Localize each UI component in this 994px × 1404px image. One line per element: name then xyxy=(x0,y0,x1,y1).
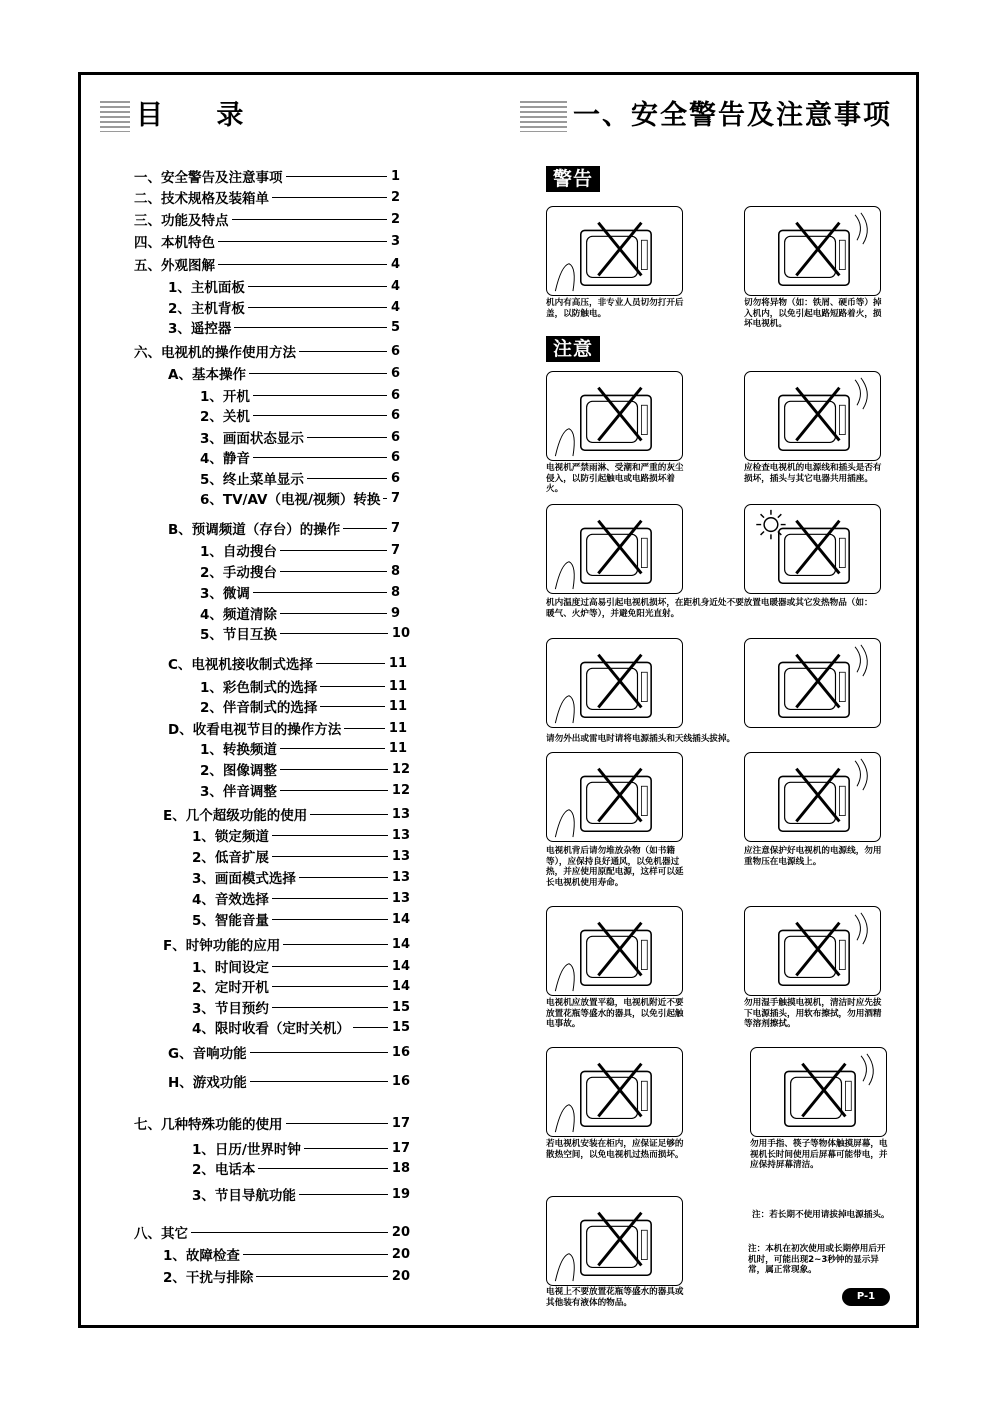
toc-entry xyxy=(168,317,400,337)
toc-entry-label: 1、开机 xyxy=(200,389,250,405)
toc-leader-line xyxy=(253,457,387,458)
toc-entry-page: 14 xyxy=(391,911,410,927)
toc-entry-page: 6 xyxy=(390,470,400,486)
toc-leader-line xyxy=(304,1148,388,1149)
toc-entry-page: 6 xyxy=(390,387,400,403)
toc-entry xyxy=(192,1138,410,1158)
hand-icon xyxy=(555,1254,574,1281)
toc-entry-label: H、游戏功能 xyxy=(168,1075,247,1091)
safety-caption: 应注意保护好电视机的电源线，勿用重物压在电源线上。 xyxy=(744,846,882,867)
toc-entry-page: 17 xyxy=(391,1140,410,1156)
toc-entry xyxy=(163,1244,410,1264)
toc-entry-page: 13 xyxy=(391,848,410,864)
toc-entry-label: 3、画面模式选择 xyxy=(192,871,296,887)
toc-entry-page: 8 xyxy=(390,563,400,579)
toc-entry-page: 2 xyxy=(390,189,400,205)
toc-entry-page: 13 xyxy=(391,890,410,906)
toc-entry-label: A、基本操作 xyxy=(168,367,246,383)
toc-entry-page: 15 xyxy=(391,999,410,1015)
toc-entry-label: 2、低音扩展 xyxy=(192,850,269,866)
toc-entry xyxy=(134,187,400,207)
toc-leader-line xyxy=(232,219,387,220)
toc-entry-page: 1 xyxy=(390,168,400,184)
toc-entry-page: 14 xyxy=(391,978,410,994)
toc-entry-page: 18 xyxy=(391,1160,410,1176)
toc-entry xyxy=(134,209,400,229)
safety-caption: 请勿外出或雷电时请将电源插头和天线插头拔掉。 xyxy=(546,734,736,744)
toc-entry xyxy=(192,867,410,887)
toc-leader-line xyxy=(353,1027,388,1028)
toc-leader-line xyxy=(248,286,387,287)
toc-entry-label: 1、转换频道 xyxy=(200,742,277,758)
toc-entry-label: 1、日历/世界时钟 xyxy=(192,1142,301,1158)
toc-leader-line xyxy=(283,944,388,945)
toc-leader-line xyxy=(272,966,388,967)
toc-entry xyxy=(200,696,407,716)
toc-entry-label: 4、音效选择 xyxy=(192,892,269,908)
section-title: 一、安全警告及注意事项 xyxy=(567,98,898,134)
toc-entry-label: 五、外观图解 xyxy=(134,258,215,274)
safety-caption: 若电视机安装在柜内，应保证足够的散热空间，以免电视机过热而损坏。 xyxy=(546,1139,684,1160)
toc-entry-label: 5、终止菜单显示 xyxy=(200,472,304,488)
toc-leader-line xyxy=(250,1052,388,1053)
safety-illustration-panel xyxy=(546,1196,683,1286)
toc-entry-page: 12 xyxy=(391,761,410,777)
toc-entry-page: 20 xyxy=(391,1268,410,1284)
toc-entry-page: 7 xyxy=(390,520,400,536)
toc-entry xyxy=(134,254,400,274)
toc-entry xyxy=(192,825,410,845)
toc-leader-line xyxy=(218,241,387,242)
toc-leader-line xyxy=(280,748,385,749)
toc-entry xyxy=(168,276,400,296)
toc-entry xyxy=(200,623,410,643)
toc-entry xyxy=(200,780,410,800)
toc-leader-line xyxy=(272,898,388,899)
hand-icon xyxy=(555,429,574,456)
toc-leader-line xyxy=(299,351,387,352)
toc-leader-line xyxy=(243,1254,388,1255)
toc-entry xyxy=(163,1266,410,1286)
toc-entry-label: 5、节目互换 xyxy=(200,627,277,643)
safety-illustration-panel xyxy=(546,504,683,594)
tv-crossed-icon xyxy=(745,207,880,295)
toc-entry-page: 6 xyxy=(390,343,400,359)
toc-entry-page: 4 xyxy=(390,256,400,272)
toc-entry-page: 15 xyxy=(391,1019,410,1035)
toc-entry xyxy=(200,759,410,779)
toc-entry-label: 2、干扰与排除 xyxy=(163,1270,254,1286)
toc-entry-page: 6 xyxy=(390,365,400,381)
warning-badge: 警告 xyxy=(546,166,600,192)
toc-title: 目 录 xyxy=(130,98,271,134)
toc-entry xyxy=(192,909,410,929)
hand-icon xyxy=(555,696,574,723)
tv-crossed-icon xyxy=(745,907,880,995)
toc-entry-label: 2、关机 xyxy=(200,409,250,425)
toc-leader-line xyxy=(343,528,387,529)
toc-entry-page: 6 xyxy=(390,407,400,423)
toc-leader-line xyxy=(299,1194,388,1195)
safety-illustration-panel xyxy=(750,1047,887,1137)
hand-icon xyxy=(555,264,574,291)
toc-entry xyxy=(168,653,407,673)
toc-leader-line xyxy=(307,437,387,438)
toc-leader-line xyxy=(299,877,388,878)
toc-entry-page: 20 xyxy=(391,1246,410,1262)
toc-leader-line xyxy=(218,264,387,265)
toc-entry-label: 4、静音 xyxy=(200,451,250,467)
hand-icon xyxy=(555,1105,574,1132)
safety-illustration-panel xyxy=(546,206,683,296)
toc-entry-page: 11 xyxy=(388,698,407,714)
toc-entry xyxy=(192,1184,410,1204)
toc-entry-label: 1、故障检查 xyxy=(163,1248,240,1264)
toc-entry-label: 1、彩色制式的选择 xyxy=(200,680,318,696)
safety-caption: 电视上不要放置花瓶等盛水的器具或其他装有液体的物品。 xyxy=(546,1287,684,1308)
toc-entry-label: 八、其它 xyxy=(134,1226,188,1242)
sun-icon xyxy=(756,510,785,539)
toc-entry-page: 8 xyxy=(390,584,400,600)
toc-entry-page: 14 xyxy=(391,936,410,952)
toc-entry xyxy=(134,166,400,186)
toc-leader-line xyxy=(272,919,388,920)
toc-leader-line xyxy=(280,790,388,791)
toc-leader-line xyxy=(344,728,385,729)
toc-entry-label: 四、本机特色 xyxy=(134,235,215,251)
safety-illustration-panel xyxy=(744,206,881,296)
toc-entry-label: 1、自动搜台 xyxy=(200,544,277,560)
tv-crossed-icon xyxy=(547,1197,682,1285)
tv-crossed-icon xyxy=(547,372,682,460)
toc-entry xyxy=(163,934,410,954)
toc-entry-page: 7 xyxy=(390,490,400,506)
safety-illustration-panel xyxy=(744,752,881,842)
toc-leader-line xyxy=(320,706,385,707)
toc-entry-page: 6 xyxy=(390,449,400,465)
toc-leader-line xyxy=(272,835,388,836)
safety-note: 注：若长期不使用请拔掉电源插头。 xyxy=(752,1210,890,1220)
toc-entry-label: 6、TV/AV（电视/视频）转换 xyxy=(200,492,381,508)
toc-entry-label: 2、图像调整 xyxy=(200,763,277,779)
toc-entry xyxy=(134,1113,410,1133)
toc-entry xyxy=(200,738,407,758)
toc-leader-line xyxy=(248,307,387,308)
toc-entry xyxy=(163,804,410,824)
safety-illustration-panel xyxy=(546,371,683,461)
toc-leader-line xyxy=(272,856,388,857)
safety-caption: 机内有高压，非专业人员切勿打开后盖，以防触电。 xyxy=(546,298,684,319)
toc-leader-line xyxy=(250,1081,388,1082)
toc-entry xyxy=(200,540,400,560)
toc-entry-page: 11 xyxy=(388,740,407,756)
toc-entry-label: 1、主机面板 xyxy=(168,280,245,296)
toc-entry-page: 13 xyxy=(391,869,410,885)
toc-entry-page: 16 xyxy=(391,1073,410,1089)
toc-leader-line xyxy=(234,327,387,328)
toc-entry-page: 11 xyxy=(388,678,407,694)
tv-crossed-icon xyxy=(745,372,880,460)
safety-illustration-panel xyxy=(744,638,881,728)
toc-leader-line xyxy=(249,373,387,374)
toc-entry-page: 9 xyxy=(390,605,400,621)
toc-entry xyxy=(200,676,407,696)
safety-caption: 切勿将异物（如：铁屑、硬币等）掉入机内，以免引起电路短路着火，损坏电视机。 xyxy=(744,298,882,329)
hand-icon xyxy=(555,810,574,837)
toc-entry-page: 20 xyxy=(391,1224,410,1240)
tv-crossed-icon xyxy=(547,1048,682,1136)
tv-crossed-icon xyxy=(547,753,682,841)
toc-leader-line xyxy=(307,478,387,479)
tv-crossed-icon xyxy=(751,1048,886,1136)
toc-leader-line xyxy=(253,415,387,416)
toc-entry-label: 2、电话本 xyxy=(192,1162,256,1178)
toc-entry xyxy=(200,405,400,425)
toc-entry xyxy=(200,427,400,447)
hand-icon xyxy=(555,964,574,991)
toc-entry-page: 14 xyxy=(391,958,410,974)
toc-leader-line xyxy=(272,197,387,198)
toc-leader-line xyxy=(280,550,387,551)
toc-entry-page: 7 xyxy=(390,542,400,558)
toc-entry xyxy=(200,561,400,581)
safety-illustration-panel xyxy=(546,1047,683,1137)
toc-entry xyxy=(134,231,400,251)
safety-caption: 勿用湿手触摸电视机，清洁时应先拔下电源插头，用软布擦拭，勿用酒精等溶剂擦拭。 xyxy=(744,998,882,1029)
toc-entry xyxy=(168,1042,410,1062)
toc-entry-label: 2、定时开机 xyxy=(192,980,269,996)
toc-entry-page: 11 xyxy=(388,720,407,736)
toc-leader-line xyxy=(272,1007,388,1008)
toc-entry-label: 七、几种特殊功能的使用 xyxy=(134,1117,283,1133)
toc-entry-label: 5、智能音量 xyxy=(192,913,269,929)
toc-leader-line xyxy=(383,498,387,499)
toc-entry-label: 一、安全警告及注意事项 xyxy=(134,170,283,186)
toc-entry xyxy=(200,447,400,467)
toc-leader-line xyxy=(286,176,387,177)
toc-entry-page: 19 xyxy=(391,1186,410,1202)
toc-entry xyxy=(192,976,410,996)
safety-note: 注：本机在初次使用或长期停用后开机时，可能出现2~3秒钟的显示异常，属正常现象。 xyxy=(748,1244,886,1275)
toc-entry-page: 3 xyxy=(390,233,400,249)
toc-entry xyxy=(192,1158,410,1178)
safety-illustration-panel xyxy=(546,752,683,842)
tv-crossed-icon xyxy=(547,505,682,593)
toc-entry-label: 3、节目导航功能 xyxy=(192,1188,296,1204)
toc-entry-label: 3、伴音调整 xyxy=(200,784,277,800)
safety-illustration-panel xyxy=(546,906,683,996)
toc-entry xyxy=(168,297,400,317)
hand-icon xyxy=(555,562,574,589)
toc-entry xyxy=(168,363,400,383)
toc-leader-line xyxy=(256,1276,388,1277)
toc-entry-label: 4、限时收看（定时关机） xyxy=(192,1021,350,1037)
toc-entry-page: 4 xyxy=(390,299,400,315)
toc-entry xyxy=(200,582,400,602)
toc-entry-label: G、音响功能 xyxy=(168,1046,247,1062)
toc-leader-line xyxy=(280,571,387,572)
toc-entry-label: 1、时间设定 xyxy=(192,960,269,976)
tv-crossed-icon xyxy=(745,639,880,727)
toc-entry xyxy=(192,997,410,1017)
toc-entry-label: 3、画面状态显示 xyxy=(200,431,304,447)
toc-entry-label: 2、手动搜台 xyxy=(200,565,277,581)
toc-entry-label: F、时钟功能的应用 xyxy=(163,938,281,954)
toc-leader-line xyxy=(253,395,387,396)
toc-entry-label: E、几个超级功能的使用 xyxy=(163,808,308,824)
toc-leader-line xyxy=(310,814,388,815)
toc-entry-page: 4 xyxy=(390,278,400,294)
toc-leader-line xyxy=(253,592,387,593)
toc-leader-line xyxy=(280,769,388,770)
toc-entry-label: 3、微调 xyxy=(200,586,250,602)
toc-leader-line xyxy=(320,686,385,687)
toc-entry-page: 12 xyxy=(391,782,410,798)
tv-crossed-icon xyxy=(547,907,682,995)
toc-entry-label: C、电视机接收制式选择 xyxy=(168,657,313,673)
toc-leader-line xyxy=(280,633,388,634)
toc-entry-page: 6 xyxy=(390,429,400,445)
toc-entry-label: 2、伴音制式的选择 xyxy=(200,700,318,716)
toc-entry-page: 2 xyxy=(390,211,400,227)
safety-illustration-panel xyxy=(744,906,881,996)
toc-leader-line xyxy=(272,986,388,987)
tv-crossed-icon xyxy=(745,505,880,593)
toc-entry-label: D、收看电视节目的操作方法 xyxy=(168,722,342,738)
toc-leader-line xyxy=(280,613,387,614)
toc-entry xyxy=(200,603,400,623)
page-number: P-1 xyxy=(842,1288,890,1306)
toc-entry xyxy=(168,518,400,538)
safety-caption: 勿用手指、筷子等物体触摸屏幕，电视机长时间使用后屏幕可能带电，并应保持屏幕清洁。 xyxy=(750,1139,888,1170)
tv-crossed-icon xyxy=(547,639,682,727)
safety-caption: 电视机应放置平稳，电视机附近不要放置花瓶等盛水的器具，以免引起触电事故。 xyxy=(546,998,684,1029)
toc-entry-label: 3、遥控器 xyxy=(168,321,232,337)
toc-entry-page: 10 xyxy=(391,625,410,641)
toc-entry-page: 5 xyxy=(390,319,400,335)
toc-entry xyxy=(192,1017,410,1037)
toc-entry-label: 1、锁定频道 xyxy=(192,829,269,845)
toc-entry xyxy=(200,385,400,405)
toc-entry-label: 三、功能及特点 xyxy=(134,213,229,229)
toc-entry-label: 二、技术规格及装箱单 xyxy=(134,191,269,207)
caution-badge: 注意 xyxy=(546,336,600,362)
safety-illustration-panel xyxy=(744,504,881,594)
toc-leader-line xyxy=(316,663,385,664)
toc-entry xyxy=(168,718,407,738)
toc-entry xyxy=(134,341,400,361)
toc-entry-label: 六、电视机的操作使用方法 xyxy=(134,345,296,361)
safety-caption: 应检查电视机的电源线和插头是否有损坏，插头与其它电器共用插座。 xyxy=(744,463,882,484)
tv-crossed-icon xyxy=(745,753,880,841)
toc-entry xyxy=(168,1071,410,1091)
tv-crossed-icon xyxy=(547,207,682,295)
toc-entry-label: 3、节目预约 xyxy=(192,1001,269,1017)
toc-leader-line xyxy=(286,1123,388,1124)
toc-entry-page: 13 xyxy=(391,806,410,822)
safety-illustration-panel xyxy=(546,638,683,728)
toc-entry-page: 13 xyxy=(391,827,410,843)
toc-leader-line xyxy=(258,1168,388,1169)
toc-entry xyxy=(200,468,400,488)
toc-entry xyxy=(134,1222,410,1242)
toc-entry-page: 16 xyxy=(391,1044,410,1060)
toc-entry xyxy=(192,846,410,866)
toc-entry-label: 4、频道清除 xyxy=(200,607,277,623)
toc-leader-line xyxy=(191,1232,388,1233)
safety-caption: 机内温度过高易引起电视机损坏，在距机身近处不要放置电暖器或其它发热物品（如：暖气、火炉等），并避免阳光直射。 xyxy=(546,598,873,619)
toc-entry-label: B、预调频道（存台）的操作 xyxy=(168,522,341,538)
toc-entry-label: 2、主机背板 xyxy=(168,301,245,317)
safety-caption: 电视机背后请勿堆放杂物（如书籍等），应保持良好通风，以免机器过热，并应使用原配电源，这样可以延长电视机使用寿命。 xyxy=(546,846,684,888)
safety-caption: 电视机严禁雨淋、受潮和严重的灰尘侵入，以防引起触电或电路损坏着火。 xyxy=(546,463,684,494)
toc-entry-page: 17 xyxy=(391,1115,410,1131)
toc-entry xyxy=(200,488,400,508)
toc-entry-page: 11 xyxy=(388,655,407,671)
safety-illustration-panel xyxy=(744,371,881,461)
toc-entry xyxy=(192,888,410,908)
toc-entry xyxy=(192,956,410,976)
